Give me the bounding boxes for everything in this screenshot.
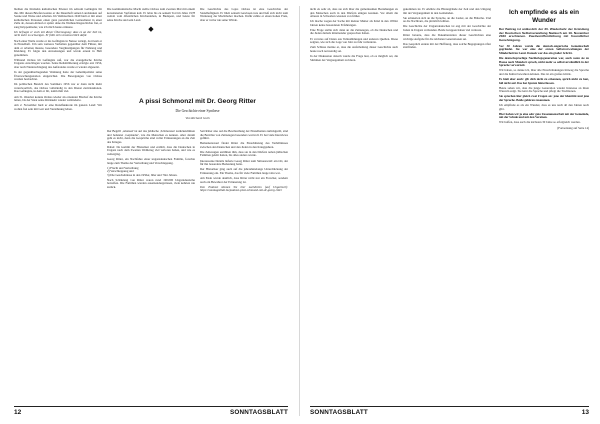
article-header — [107, 98, 288, 120]
paragraph: Heute sehen wir, dass die junge Generation wieder Interesse an ihren Wurzeln zeigt. Sie lernt die Sprache und pflegt die Traditionen. — [499, 85, 589, 94]
paragraph: Ich befragte er euch mit dieser Überzeugung: dass es an der Zeit ist, nicht mehr zu schweigen. Er fühlt sich verantwortlich dafür. — [14, 29, 102, 38]
paragraph: Hier haben wir ja eine sehr gute Zusammenarbeit mit der Gemeinde, mit der Schule und mit den Vereinen. — [499, 111, 589, 120]
left-column-3-body — [200, 130, 288, 402]
right-column-2 — [403, 8, 491, 394]
paragraph: Ritter betonte, dass die Dokumentation dieser Geschichten eine wichtige Aufgabe für die nächsten Generationen sei. — [403, 33, 491, 41]
paragraph: Der Historiker ging auch auf die jahrzehntelange Unterdrückung der Erinnerung ein. Ein Thema, das für viele Familien lange tabu war. — [200, 167, 288, 175]
paragraph: Nach einer Weile wurde er ins Gefängnis in Neisse verlegt, dort kam er in Einzelhaft. Um sein weiteres Verhalten gegenüber dem Führer, mit dem er arbeiten musste, besondere Vergünstigungen für Nahrung und Kleidung. Er folgte den Anweisungen und wurde erneut in Haft genommen. — [14, 38, 102, 57]
right-column-3 — [499, 8, 589, 400]
paragraph: Am Ende wurde deutlich, dass Ritter nicht nur ein Forscher, sondern auch ein Bewahrer der Erinnerung ist. — [200, 175, 288, 184]
paragraph: Nach Schätzung von Ritter waren rund 190.000 Ungarndeutsche betroffen. Die Familien wurden auseinandergerissen, viele kehrten nie zurück. — [107, 177, 195, 190]
paragraph: Georg Ritter, ein Nachfahre einer ungarndeutschen Familie, forschte lange zum Thema der Vertreibung und Verschleppung. — [107, 157, 195, 165]
article-headline: Ich empfinde es als ein Wunder — [509, 9, 579, 24]
paragraph: gekommen ist. Er erklärte die Hintergründe der Zeit und den Umgang mit der Vergangenheit in den Gemeinden. — [403, 8, 491, 15]
page-number: 12 — [14, 409, 22, 416]
article-headline: A pissi Schmonzl mit Dr. Georg Ritter — [139, 98, 256, 105]
paragraph: Am 2. November hielt er eine Rundfunkrede im ganzen Land: Wir wollen frei sein mit Gott und Versöhnung leben. — [14, 103, 102, 111]
paragraph: bleiben die fünfzehn katholischen Priester im seltsam Gefängnis für ihn. Mit diesen Briefen konnte er die Dauerhaft seinen Landsleuten auf Sonne und Weise und erhalten. Im Weihnachten 1949 hielt er mit einer katholischen Personen einen ganz persönlichen Gottesdienst in einer Zelle ab, dessen Ablauf er später ohne die Weihnachtsgeschichte frei, er sang Krippenlieder, wie ich mich heute erinnere. — [14, 8, 102, 29]
paragraph: Ich mache wegen der Sache mit meiner Mutter als Kind in den 1950er Jahren keine besonderen Erfahrungen. — [310, 19, 398, 27]
article-subhead: Die Geschichte einer Synthese — [175, 109, 220, 113]
paragraph: Am 31. Oktober konnte Ordass wieder als ernannter Bischof die Kirche leiten, bis der Staat seine Rückkehr wieder verhinderte. — [14, 94, 102, 103]
paragraph: Interessante Details lieferte Georg Ritter zum Simonswald: ein Ort, der für ihn besondere Bedeutung hatte. — [200, 158, 288, 167]
left-column-3-top — [200, 8, 288, 88]
paragraph: Sie sprechen hier gleich zwei Fragen an: jene der Identität und jene der Sprache. Beide gehören zusammen. — [499, 94, 589, 102]
paragraph: Wir haben, so denke ich, über alle Einschränkungen hinweg die Sprache und die Kultur bewahren können. Das ist ein großes Glück. — [499, 68, 589, 76]
paragraph: Bemerkenswert findet Ritter die Einschätzung des Verhältnisses zwischen den Deutschen und den Juden in den Kriegsjahren. — [200, 141, 288, 149]
podcast-link[interactable]: Den Podcast können Sie hier nachhören (auf Ungarisch): https://sonntagsblatt.hu/podcast-pissi-schmonzl-mit-dr-georg-ritter — [200, 184, 288, 193]
left-column-2-body — [107, 130, 195, 402]
article-deck: Der Beitrag ist anlässlich der 30. Wiederkehr der Gründung der Deutschen Selbstverwaltung Nadasch am 19. November 2023 erschienen. Zweitveröffentlichung mit freundlicher Genehmigung. — [499, 27, 589, 43]
paragraph: Die deutschsprachige Nachkriegsgeneration war, auch wenn sie zu Hause noch Mundart sprach, nicht mehr so selbstverständlich in der Sprache verwurzelt. — [499, 56, 589, 68]
paragraph: Die Zeitzeugen erzählten ihm, dass sie in den Dörfern neben jüdischen Familien gelebt hatten, bis alles anders wurde. — [200, 149, 288, 158]
paragraph: Vor 30 Jahren wurde die deutsch-ungarische Gemeinschaft gegründet. Sie war eine der ersten Selbstverwaltungen der Minderheit im Land. Damals war das ein großer Schritt. — [499, 43, 589, 55]
paragraph: Die kommunistische Macht stellte Ordass zum zweiten Mal mit einem konstruierten Verfahren kalt. Er lebte bis zu seinem Tod im Jahre 1978 weitab vom öffentlichen Kirchenleben, in Budapest, und betete für seine Kirche und sein Land. — [107, 8, 195, 22]
paragraph: Das Gespräch endete mit der Hoffnung, dass solche Begegnungen öfter stattfinden. — [403, 41, 491, 50]
paragraph: Die Geschichte der Ungarndeutschen ist eng mit der Geschichte der Juden in Ungarn verbunden. Beide Gruppen haben viel verloren. — [403, 24, 491, 32]
paragraph: Während Ordass im Gefängnis saß, war die evangelische Kirche Ungarns zerschlagen worden. Seine Rehabilitierung erfolgte erst 1956, aber nach Niederschlagung des Aufstandes wurde er wieder abgesetzt. — [14, 57, 102, 69]
page-number: 13 — [581, 409, 589, 416]
right-page-footer — [310, 406, 589, 418]
paragraph: Eine Frage stellte sich dann an die Zeitzeugen, ob die Deutschen und die Juden damals miteinander gesprochen haben. — [310, 27, 398, 36]
paragraph: Wir hoffen, dass auch die nächsten 30 Jahre so erfolgreich werden. — [499, 120, 581, 125]
paragraph: Die Geschichte des Lajos Ordass ist eine Geschichte der Standhaftigkeit. Er blieb seinem Gewissen treu und ließ sich nicht zum Werkzeug der Machthaber machen. Dafür zahlte er einen hohen Preis, aber er verlor nie seine Würde. — [200, 8, 288, 22]
paragraph: Der Begriff ‚amansol' ist auf das jiddische ‚Schmonzes' zurückzuführen und bedeutet ‚Geplauder', wie die Menschen es kennen. Aber darum geht es nicht, denn die Gespräche sind voller Erinnerungen an die Zeit des Krieges. — [107, 130, 195, 144]
right-page — [300, 0, 600, 424]
paragraph: Ich empfinde es als ein Wunder, dass es uns nach all den Jahren noch gibt. — [499, 103, 589, 111]
right-column-1 — [310, 8, 398, 394]
paragraph: Seit Ritter also auf die Beschreibung der Einzelheiten zurückgreift, sind die Berichte von Zeitzeugen besonders wertvoll. Er hat viele Interviews geführt. — [200, 130, 288, 141]
paragraph: In der gegenüberliegenden Wohnung hatte der Geheimpolizist seine Überwachungsstation eingerichtet. Die Bewegungen von Ordass wurden beobachtet. — [14, 70, 102, 82]
paragraph: In der Diskussion danach wurde die Frage laut, ob es möglich sei, die Stimmen der Vergangenheit zu hören. — [310, 53, 398, 62]
paragraph: Dabei: Da kommt der Historiker und erzählt, dass die Deutschen in Ungarn nach dem Zweiten Weltkrieg viel verloren haben, und wie es weiterging. — [107, 144, 195, 156]
left-column-2-top — [107, 8, 195, 88]
left-page-footer — [14, 406, 288, 418]
paragraph: Zum Schluss meinte er, dass die Aufarbeitung dieser Geschichte auch heute noch notwendig sei. — [310, 45, 398, 53]
masthead: SONNTAGSBLATT — [310, 409, 368, 416]
left-column-1 — [14, 8, 102, 394]
article-byline: Von Richard Guth — [185, 116, 210, 120]
paragraph: Es hieß aber auch: gib dich nicht zu erkennen, sprich nicht zu laut, fall nicht auf. Das hat Spuren hinterlassen. — [499, 76, 589, 85]
section-separator-icon: ◆ — [148, 25, 154, 34]
continuation-note: (Fortsetzung auf Seite 14) — [557, 125, 589, 130]
paragraph: Er verwies auf Daten aus Volkszählungen und anderen Quellen. Diese zeigten, wie sich die Lage von Jahr zu Jahr veränderte. — [310, 36, 398, 45]
paragraph: Im politischen Bereich des Sommers 1956 war er dann nicht mehr verantwortlich, das Ordass vollständig in den Dienst zurückzuholen. Das Gefängnis, in dem er litt, nahm ihm viel. — [14, 82, 102, 94]
paragraph: nicht zu sehr ab, dass sie sich über die gemeinsamen Beziehungen zu den Menschen auch in den Dörfern einigen konnten. Vor allem die Älteren in Schwaben wussten von früher. — [310, 8, 398, 19]
paragraph: Sie erinnerten sich an die Sprache, an die Lieder, an die Bräuche. Und an die Nachbarn, die plötzlich fehlten. — [403, 15, 491, 24]
masthead: SONNTAGSBLATT — [230, 409, 288, 416]
paragraph: 1) Flucht und Vertreibung 2) Verschleppung und 3) Die Geschehnisse in den 1950er, 60er und 70er Jahren. — [107, 165, 178, 177]
